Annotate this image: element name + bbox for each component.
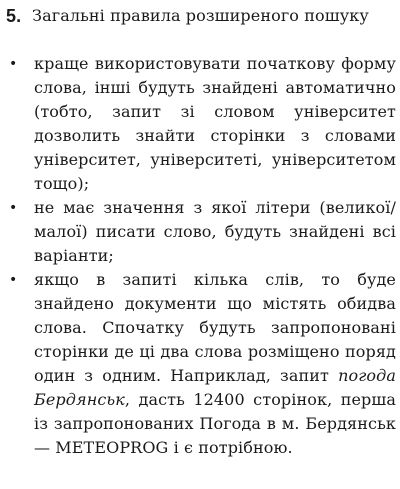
bullet-marker: • (9, 56, 18, 72)
list-item-text: краще використовувати початкову форму слова, інші будуть знайдені автоматично (тобто, запит зі словом університет дозволить знайти сторінки з словами університет, університеті, університетом тощо); (34, 54, 396, 193)
bullet-marker: • (9, 200, 18, 216)
section-heading (6, 4, 396, 28)
list-item (6, 268, 396, 460)
section-title: Загальні правила розширеного пошуку (32, 6, 369, 25)
list-item-text: не має значення з якої літери (великої/малої) писати слово, будуть знайдені всі варіанти; (34, 198, 396, 265)
list-item (6, 52, 396, 196)
rules-list (6, 52, 396, 460)
bullet-marker: • (9, 272, 18, 288)
section-number: 5. (6, 6, 22, 26)
list-item-text: якщо в запиті кілька слів, то буде знайдено документи що містять обидва слова. Спочатку будуть запропоновані сторінки де ці два слова розміщено поряд один з одним. Наприклад, запит (34, 270, 396, 385)
list-item-text-continued: , дасть 12400 сторінок, перша із запропонованих Погода в м. Бердянськ — METEOPROG і є потрібною. (34, 390, 396, 457)
example-query: погода Бердянськ (34, 366, 396, 409)
list-item (6, 196, 396, 268)
